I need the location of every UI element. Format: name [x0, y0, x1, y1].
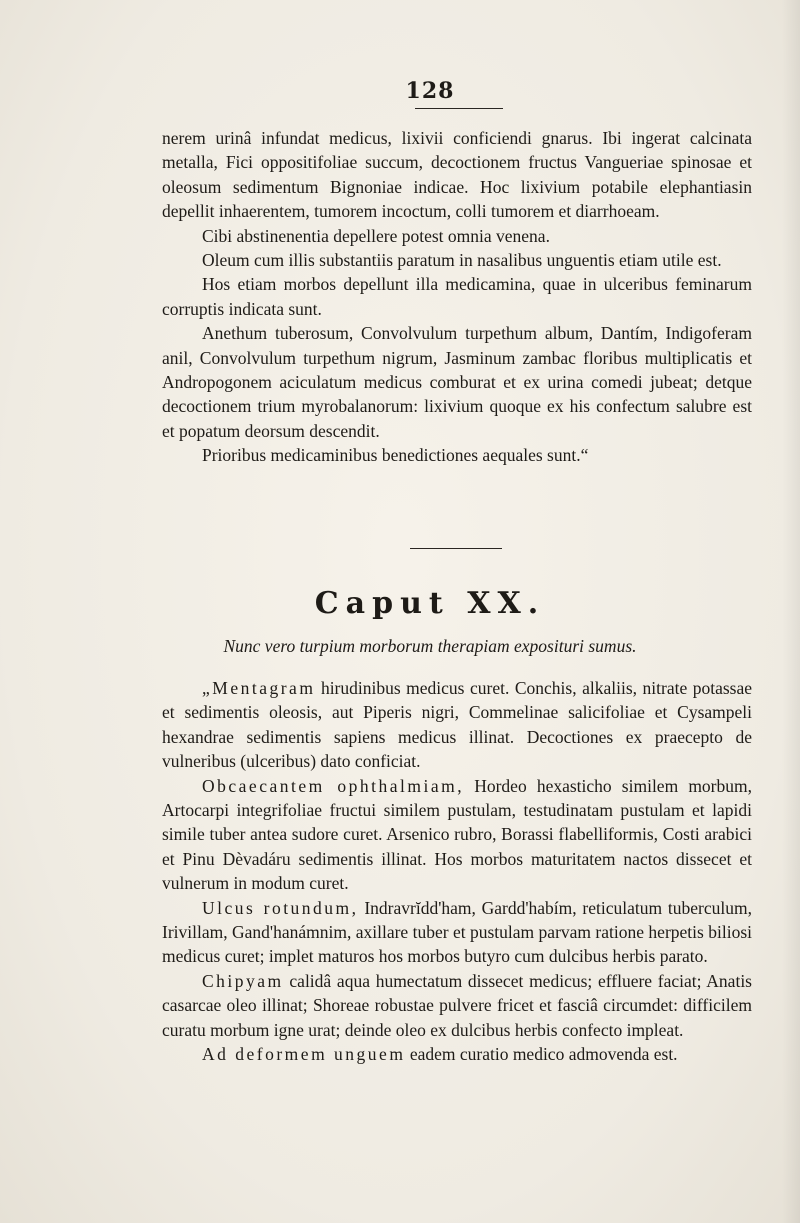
- paragraph-body: Indravrĭdd'ham, Gardd'habím, reticulatum tuberculum, Irivillam, Gand'hanámnim, axillare tuber et pustulam parvam ratione herpetis biliosi medicus curet; implet maturos hos morbos butyro cum dulcibus herbis parato.: [162, 897, 752, 967]
- chapter-subtitle: [0, 636, 800, 657]
- header-rule: [415, 108, 503, 109]
- paragraph: nerem urinâ infundat medicus, lixivii conficiendi gnarus. Ibi ingerat calcinata metalla, Fici oppositifoliae succum, decoctionem fructus Vangueriae spinosae et oleosum sedimentum Bignoniae indicae. Hoc lixivium potabile elephantiasin depellit inhaerentem, tumorem incoctum, colli tumorem et diarrhoeam.: [162, 128, 752, 222]
- section-divider: [410, 548, 502, 549]
- paragraph-lead: Ad deformem unguem: [202, 1044, 406, 1065]
- paragraph-body: eadem curatio medico admovenda est.: [405, 1044, 678, 1065]
- body-text-bottom: [162, 676, 752, 1067]
- paragraph: Hos etiam morbos depellunt illa medicamina, quae in ulceribus feminarum corruptis indicata sunt.: [162, 274, 752, 319]
- paragraph: Cibi abstinenentia depellere potest omnia venena.: [202, 225, 550, 246]
- chapter-heading: [0, 586, 800, 621]
- paragraph: [162, 774, 752, 896]
- paragraph: [162, 676, 752, 774]
- page-number: [0, 78, 800, 104]
- paragraph-body: calidâ aqua humectatum dissecet medicus; effluere faciat; Anatis casarcae oleo illinat; Shoreae robustae pulvere fricet et fasciâ circumdet: difficilem curatu morbum igne urat; deinde oleo ex dulcibus herbis confecto impleat.: [162, 970, 752, 1040]
- chapter-subtitle-text: Nunc vero turpium morborum therapiam exposituri sumus.: [223, 636, 637, 656]
- paragraph-lead: Ulcus rotundum,: [202, 897, 359, 918]
- paragraph-lead: Chipyam: [202, 970, 284, 991]
- paragraph-lead: Obcaecantem ophthalmiam,: [202, 775, 465, 796]
- paragraph-body: hirudinibus medicus curet. Conchis, alkaliis, nitrate potassae et sedimentis oleosis, aut Piperis nigri, Commelinae salicifoliae et Cysampeli hexandrae sedimentis sapiens medicus illinat. Decoctiones ex praecepto de vulneribus (ulceribus) dato conficiat.: [162, 678, 752, 772]
- paragraph: Prioribus medicaminibus benedictiones aequales sunt.“: [202, 445, 589, 466]
- paragraph: Anethum tuberosum, Convolvulum turpethum album, Dantím, Indigoferam anil, Convolvulum turpethum nigrum, Jasminum zambac floribus multiplicatis et Andropogonem aciculatum medicus comburat et ex urina comedi jubeat; detque decoctionem trium myrobalanorum: lixivium quoque ex his confectum salubre est et popatum deorsum descendit.: [162, 323, 752, 441]
- paragraph: [162, 969, 752, 1042]
- paragraph: Oleum cum illis substantiis paratum in nasalibus unguentis etiam utile est.: [202, 250, 722, 271]
- paragraph: [162, 896, 752, 969]
- chapter-heading-text: Caput XX.: [314, 586, 546, 621]
- paragraph-lead: „Mentagram: [202, 678, 316, 698]
- page-number-text: 128: [405, 78, 455, 104]
- paragraph: [162, 1042, 752, 1066]
- body-text-top: [162, 126, 752, 468]
- paragraph-body: Hordeo hexasticho similem morbum, Artocarpi integrifoliae fructui similem pustulam, testudinatam pustulam et lapidi simile tuber antea sudore curet. Arsenico rubro, Borassi flabelliformis, Costi arabici et Pinu Dèvadáru sedimentis illinat. Hos morbos maturitatem nactos dissecet et vulnerum in modum curet.: [162, 775, 752, 894]
